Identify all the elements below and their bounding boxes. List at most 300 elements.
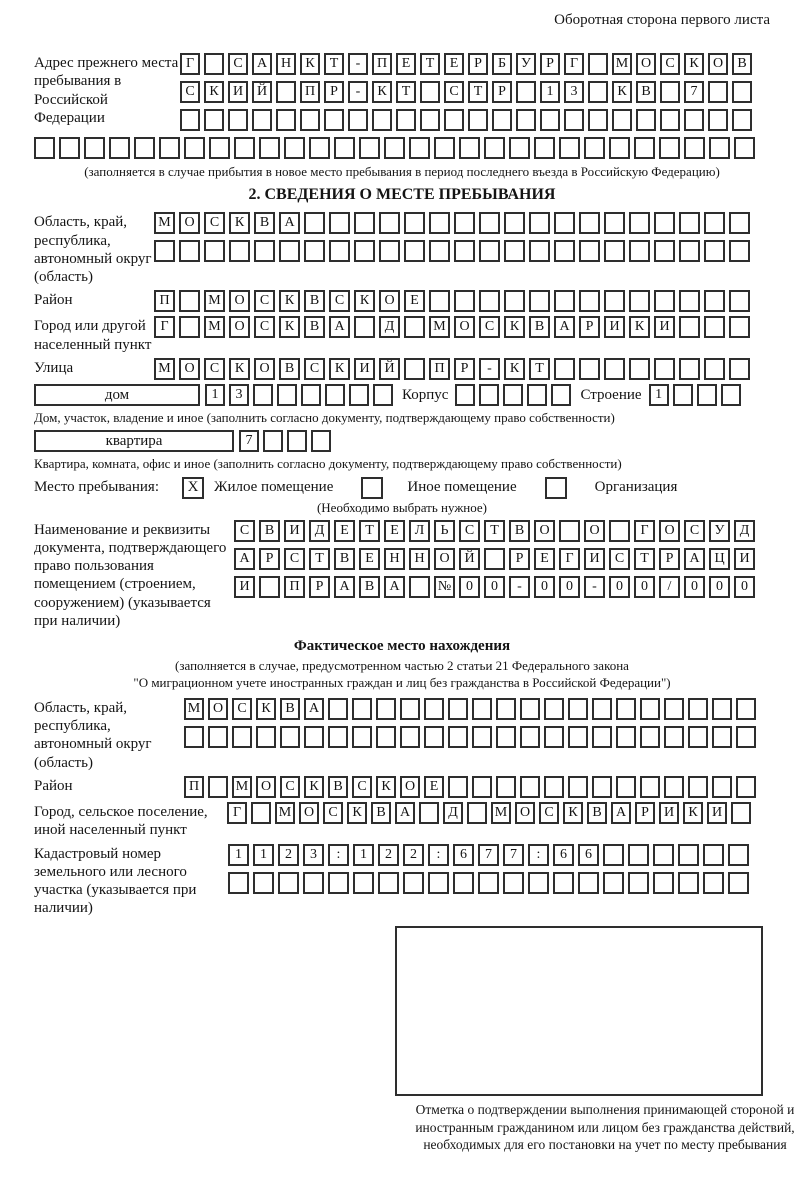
char-cell[interactable]: С bbox=[684, 520, 705, 542]
char-cell[interactable] bbox=[300, 109, 320, 131]
char-cell[interactable] bbox=[444, 109, 464, 131]
char-cell[interactable] bbox=[429, 212, 450, 234]
char-cell[interactable] bbox=[284, 137, 305, 159]
char-cell[interactable] bbox=[204, 109, 224, 131]
char-cell[interactable] bbox=[554, 212, 575, 234]
char-cell[interactable]: 7 bbox=[503, 844, 524, 866]
char-cell[interactable] bbox=[568, 726, 588, 748]
char-cell[interactable] bbox=[721, 384, 741, 406]
char-cell[interactable] bbox=[349, 384, 369, 406]
char-cell[interactable]: Р bbox=[259, 548, 280, 570]
char-cell[interactable] bbox=[731, 802, 751, 824]
char-cell[interactable]: С bbox=[539, 802, 559, 824]
char-cell[interactable]: О bbox=[256, 776, 276, 798]
char-cell[interactable]: - bbox=[509, 576, 530, 598]
char-cell[interactable] bbox=[329, 240, 350, 262]
char-cell[interactable] bbox=[472, 726, 492, 748]
char-cell[interactable]: С bbox=[204, 212, 225, 234]
char-cell[interactable]: С bbox=[329, 290, 350, 312]
char-cell[interactable]: Й bbox=[252, 81, 272, 103]
char-cell[interactable] bbox=[653, 844, 674, 866]
char-cell[interactable] bbox=[636, 109, 656, 131]
char-cell[interactable]: О bbox=[254, 358, 275, 380]
char-cell[interactable] bbox=[704, 316, 725, 338]
char-cell[interactable]: Д bbox=[379, 316, 400, 338]
char-cell[interactable] bbox=[529, 240, 550, 262]
char-cell[interactable]: М bbox=[204, 316, 225, 338]
char-cell[interactable] bbox=[454, 212, 475, 234]
char-cell[interactable] bbox=[492, 109, 512, 131]
char-cell[interactable]: А bbox=[234, 548, 255, 570]
char-cell[interactable] bbox=[529, 212, 550, 234]
char-cell[interactable] bbox=[311, 430, 331, 452]
char-cell[interactable] bbox=[679, 316, 700, 338]
char-cell[interactable]: К bbox=[504, 316, 525, 338]
char-cell[interactable] bbox=[660, 81, 680, 103]
char-cell[interactable]: В bbox=[279, 358, 300, 380]
char-cell[interactable] bbox=[688, 698, 708, 720]
char-cell[interactable]: О bbox=[400, 776, 420, 798]
char-cell[interactable] bbox=[504, 240, 525, 262]
char-cell[interactable] bbox=[679, 212, 700, 234]
char-cell[interactable]: 0 bbox=[534, 576, 555, 598]
char-cell[interactable] bbox=[59, 137, 80, 159]
char-cell[interactable] bbox=[429, 290, 450, 312]
char-cell[interactable] bbox=[472, 776, 492, 798]
char-cell[interactable] bbox=[579, 358, 600, 380]
char-cell[interactable] bbox=[134, 137, 155, 159]
char-cell[interactable]: 3 bbox=[303, 844, 324, 866]
char-cell[interactable] bbox=[629, 240, 650, 262]
char-cell[interactable]: 1 bbox=[253, 844, 274, 866]
char-cell[interactable] bbox=[688, 726, 708, 748]
char-cell[interactable] bbox=[584, 137, 605, 159]
char-cell[interactable]: О bbox=[379, 290, 400, 312]
checkbox-other-premises[interactable] bbox=[361, 477, 383, 499]
char-cell[interactable] bbox=[553, 872, 574, 894]
char-cell[interactable] bbox=[616, 776, 636, 798]
char-cell[interactable]: А bbox=[252, 53, 272, 75]
char-cell[interactable]: Ь bbox=[434, 520, 455, 542]
char-cell[interactable]: 6 bbox=[453, 844, 474, 866]
char-cell[interactable] bbox=[654, 240, 675, 262]
char-cell[interactable] bbox=[348, 109, 368, 131]
char-cell[interactable] bbox=[592, 776, 612, 798]
char-cell[interactable]: М bbox=[612, 53, 632, 75]
char-cell[interactable] bbox=[468, 109, 488, 131]
char-cell[interactable]: О bbox=[179, 212, 200, 234]
char-cell[interactable] bbox=[604, 212, 625, 234]
char-cell[interactable] bbox=[578, 872, 599, 894]
char-cell[interactable] bbox=[403, 872, 424, 894]
char-cell[interactable] bbox=[252, 109, 272, 131]
char-cell[interactable]: Д bbox=[443, 802, 463, 824]
char-cell[interactable]: Р bbox=[492, 81, 512, 103]
char-cell[interactable] bbox=[109, 137, 130, 159]
char-cell[interactable] bbox=[679, 240, 700, 262]
char-cell[interactable]: Г bbox=[559, 548, 580, 570]
char-cell[interactable] bbox=[640, 776, 660, 798]
char-cell[interactable] bbox=[603, 872, 624, 894]
char-cell[interactable] bbox=[184, 726, 204, 748]
char-cell[interactable]: 7 bbox=[684, 81, 704, 103]
char-cell[interactable]: О bbox=[708, 53, 728, 75]
char-cell[interactable]: 0 bbox=[459, 576, 480, 598]
char-cell[interactable]: И bbox=[228, 81, 248, 103]
char-cell[interactable]: К bbox=[279, 316, 300, 338]
char-cell[interactable]: И bbox=[604, 316, 625, 338]
char-cell[interactable] bbox=[679, 358, 700, 380]
char-cell[interactable] bbox=[455, 384, 475, 406]
char-cell[interactable] bbox=[232, 726, 252, 748]
char-cell[interactable]: 0 bbox=[559, 576, 580, 598]
char-cell[interactable]: Т bbox=[468, 81, 488, 103]
char-cell[interactable]: 7 bbox=[478, 844, 499, 866]
char-cell[interactable] bbox=[527, 384, 547, 406]
char-cell[interactable]: О bbox=[534, 520, 555, 542]
char-cell[interactable]: О bbox=[229, 316, 250, 338]
char-cell[interactable] bbox=[712, 726, 732, 748]
char-cell[interactable]: П bbox=[284, 576, 305, 598]
char-cell[interactable]: Р bbox=[635, 802, 655, 824]
char-cell[interactable] bbox=[208, 776, 228, 798]
char-cell[interactable] bbox=[732, 109, 752, 131]
char-cell[interactable]: М bbox=[204, 290, 225, 312]
char-cell[interactable]: : bbox=[328, 844, 349, 866]
char-cell[interactable] bbox=[328, 726, 348, 748]
char-cell[interactable] bbox=[588, 81, 608, 103]
char-cell[interactable]: Р bbox=[540, 53, 560, 75]
char-cell[interactable] bbox=[708, 109, 728, 131]
char-cell[interactable]: - bbox=[348, 81, 368, 103]
char-cell[interactable] bbox=[678, 844, 699, 866]
char-cell[interactable] bbox=[529, 290, 550, 312]
char-cell[interactable]: К bbox=[612, 81, 632, 103]
char-cell[interactable] bbox=[379, 212, 400, 234]
char-cell[interactable]: А bbox=[329, 316, 350, 338]
char-cell[interactable]: М bbox=[232, 776, 252, 798]
char-cell[interactable] bbox=[459, 137, 480, 159]
char-cell[interactable] bbox=[208, 726, 228, 748]
char-cell[interactable] bbox=[516, 109, 536, 131]
char-cell[interactable]: А bbox=[304, 698, 324, 720]
char-cell[interactable]: О bbox=[584, 520, 605, 542]
char-cell[interactable]: В bbox=[259, 520, 280, 542]
char-cell[interactable]: Р bbox=[324, 81, 344, 103]
char-cell[interactable]: С bbox=[204, 358, 225, 380]
char-cell[interactable]: С bbox=[323, 802, 343, 824]
char-cell[interactable] bbox=[629, 212, 650, 234]
char-cell[interactable] bbox=[540, 109, 560, 131]
char-cell[interactable] bbox=[588, 109, 608, 131]
char-cell[interactable] bbox=[429, 240, 450, 262]
char-cell[interactable] bbox=[409, 137, 430, 159]
char-cell[interactable] bbox=[373, 384, 393, 406]
char-cell[interactable]: Р bbox=[468, 53, 488, 75]
char-cell[interactable] bbox=[729, 358, 750, 380]
char-cell[interactable]: В bbox=[587, 802, 607, 824]
char-cell[interactable]: Р bbox=[659, 548, 680, 570]
char-cell[interactable]: 1 bbox=[353, 844, 374, 866]
char-cell[interactable]: В bbox=[371, 802, 391, 824]
char-cell[interactable]: О bbox=[515, 802, 535, 824]
char-cell[interactable] bbox=[484, 137, 505, 159]
char-cell[interactable]: Т bbox=[396, 81, 416, 103]
char-cell[interactable] bbox=[736, 776, 756, 798]
char-cell[interactable]: Е bbox=[359, 548, 380, 570]
char-cell[interactable]: 1 bbox=[540, 81, 560, 103]
char-cell[interactable] bbox=[359, 137, 380, 159]
char-cell[interactable] bbox=[479, 384, 499, 406]
char-cell[interactable] bbox=[404, 212, 425, 234]
char-cell[interactable]: Й bbox=[379, 358, 400, 380]
char-cell[interactable]: В bbox=[304, 290, 325, 312]
char-cell[interactable] bbox=[628, 872, 649, 894]
char-cell[interactable] bbox=[568, 698, 588, 720]
char-cell[interactable]: Р bbox=[454, 358, 475, 380]
char-cell[interactable] bbox=[434, 137, 455, 159]
char-cell[interactable] bbox=[251, 802, 271, 824]
char-cell[interactable]: Л bbox=[409, 520, 430, 542]
char-cell[interactable] bbox=[704, 240, 725, 262]
char-cell[interactable]: Р bbox=[579, 316, 600, 338]
char-cell[interactable] bbox=[664, 698, 684, 720]
char-cell[interactable] bbox=[420, 109, 440, 131]
char-cell[interactable] bbox=[559, 137, 580, 159]
char-cell[interactable] bbox=[688, 776, 708, 798]
char-cell[interactable]: К bbox=[629, 316, 650, 338]
char-cell[interactable] bbox=[568, 776, 588, 798]
char-cell[interactable]: В bbox=[334, 548, 355, 570]
char-cell[interactable]: Г bbox=[227, 802, 247, 824]
char-cell[interactable]: М bbox=[184, 698, 204, 720]
char-cell[interactable] bbox=[259, 576, 280, 598]
char-cell[interactable]: О bbox=[179, 358, 200, 380]
char-cell[interactable] bbox=[179, 240, 200, 262]
char-cell[interactable] bbox=[520, 726, 540, 748]
char-cell[interactable]: С bbox=[280, 776, 300, 798]
char-cell[interactable] bbox=[684, 137, 705, 159]
char-cell[interactable]: А bbox=[395, 802, 415, 824]
char-cell[interactable] bbox=[579, 212, 600, 234]
char-cell[interactable]: И bbox=[284, 520, 305, 542]
char-cell[interactable] bbox=[659, 137, 680, 159]
char-cell[interactable]: 7 bbox=[239, 430, 259, 452]
char-cell[interactable] bbox=[352, 726, 372, 748]
char-cell[interactable]: А bbox=[554, 316, 575, 338]
char-cell[interactable] bbox=[634, 137, 655, 159]
char-cell[interactable]: Е bbox=[396, 53, 416, 75]
char-cell[interactable] bbox=[503, 384, 523, 406]
char-cell[interactable]: С bbox=[479, 316, 500, 338]
char-cell[interactable]: 2 bbox=[278, 844, 299, 866]
char-cell[interactable] bbox=[234, 137, 255, 159]
char-cell[interactable] bbox=[448, 776, 468, 798]
char-cell[interactable] bbox=[228, 872, 249, 894]
char-cell[interactable]: И bbox=[654, 316, 675, 338]
char-cell[interactable] bbox=[253, 872, 274, 894]
char-cell[interactable] bbox=[428, 872, 449, 894]
char-cell[interactable]: / bbox=[659, 576, 680, 598]
char-cell[interactable] bbox=[544, 776, 564, 798]
char-cell[interactable]: С bbox=[609, 548, 630, 570]
char-cell[interactable] bbox=[376, 698, 396, 720]
char-cell[interactable]: К bbox=[204, 81, 224, 103]
char-cell[interactable] bbox=[551, 384, 571, 406]
char-cell[interactable]: К bbox=[229, 212, 250, 234]
char-cell[interactable] bbox=[729, 240, 750, 262]
char-cell[interactable] bbox=[496, 726, 516, 748]
char-cell[interactable] bbox=[728, 844, 749, 866]
char-cell[interactable]: С bbox=[352, 776, 372, 798]
char-cell[interactable] bbox=[256, 726, 276, 748]
checkbox-residential[interactable]: X bbox=[182, 477, 204, 499]
char-cell[interactable] bbox=[534, 137, 555, 159]
char-cell[interactable]: В bbox=[280, 698, 300, 720]
char-cell[interactable] bbox=[254, 240, 275, 262]
char-cell[interactable]: О bbox=[208, 698, 228, 720]
char-cell[interactable] bbox=[592, 726, 612, 748]
char-cell[interactable]: К bbox=[683, 802, 703, 824]
char-cell[interactable] bbox=[616, 726, 636, 748]
char-cell[interactable] bbox=[554, 290, 575, 312]
char-cell[interactable] bbox=[478, 872, 499, 894]
char-cell[interactable]: О bbox=[299, 802, 319, 824]
char-cell[interactable] bbox=[472, 698, 492, 720]
char-cell[interactable] bbox=[204, 240, 225, 262]
char-cell[interactable]: О bbox=[659, 520, 680, 542]
char-cell[interactable] bbox=[609, 137, 630, 159]
char-cell[interactable]: П bbox=[300, 81, 320, 103]
char-cell[interactable] bbox=[516, 81, 536, 103]
char-cell[interactable] bbox=[209, 137, 230, 159]
char-cell[interactable]: 6 bbox=[553, 844, 574, 866]
char-cell[interactable] bbox=[708, 81, 728, 103]
char-cell[interactable]: С bbox=[459, 520, 480, 542]
char-cell[interactable]: М bbox=[491, 802, 511, 824]
char-cell[interactable]: Д bbox=[309, 520, 330, 542]
char-cell[interactable] bbox=[660, 109, 680, 131]
char-cell[interactable]: Р bbox=[309, 576, 330, 598]
char-cell[interactable]: С bbox=[254, 316, 275, 338]
char-cell[interactable] bbox=[303, 872, 324, 894]
char-cell[interactable] bbox=[678, 872, 699, 894]
char-cell[interactable]: Г bbox=[154, 316, 175, 338]
char-cell[interactable]: 0 bbox=[709, 576, 730, 598]
char-cell[interactable]: К bbox=[504, 358, 525, 380]
char-cell[interactable]: Е bbox=[444, 53, 464, 75]
char-cell[interactable]: И bbox=[734, 548, 755, 570]
char-cell[interactable] bbox=[328, 872, 349, 894]
char-cell[interactable]: П bbox=[184, 776, 204, 798]
char-cell[interactable] bbox=[353, 872, 374, 894]
char-cell[interactable]: И bbox=[234, 576, 255, 598]
char-cell[interactable] bbox=[628, 844, 649, 866]
char-cell[interactable] bbox=[509, 137, 530, 159]
char-cell[interactable]: А bbox=[334, 576, 355, 598]
char-cell[interactable] bbox=[654, 358, 675, 380]
char-cell[interactable] bbox=[544, 726, 564, 748]
char-cell[interactable] bbox=[520, 776, 540, 798]
char-cell[interactable]: К bbox=[354, 290, 375, 312]
char-cell[interactable] bbox=[154, 240, 175, 262]
char-cell[interactable]: : bbox=[528, 844, 549, 866]
char-cell[interactable] bbox=[684, 109, 704, 131]
char-cell[interactable] bbox=[496, 776, 516, 798]
char-cell[interactable] bbox=[329, 212, 350, 234]
char-cell[interactable] bbox=[704, 212, 725, 234]
char-cell[interactable] bbox=[354, 316, 375, 338]
char-cell[interactable]: Н bbox=[276, 53, 296, 75]
char-cell[interactable] bbox=[479, 290, 500, 312]
char-cell[interactable] bbox=[384, 137, 405, 159]
char-cell[interactable]: № bbox=[434, 576, 455, 598]
char-cell[interactable] bbox=[304, 726, 324, 748]
char-cell[interactable]: : bbox=[428, 844, 449, 866]
char-cell[interactable] bbox=[592, 698, 612, 720]
char-cell[interactable]: У bbox=[709, 520, 730, 542]
char-cell[interactable] bbox=[629, 358, 650, 380]
char-cell[interactable] bbox=[409, 576, 430, 598]
char-cell[interactable]: 2 bbox=[378, 844, 399, 866]
char-cell[interactable]: А bbox=[279, 212, 300, 234]
char-cell[interactable] bbox=[354, 240, 375, 262]
char-cell[interactable] bbox=[729, 212, 750, 234]
char-cell[interactable] bbox=[179, 290, 200, 312]
char-cell[interactable] bbox=[504, 212, 525, 234]
char-cell[interactable]: Е bbox=[534, 548, 555, 570]
char-cell[interactable]: К bbox=[229, 358, 250, 380]
char-cell[interactable] bbox=[679, 290, 700, 312]
char-cell[interactable] bbox=[424, 698, 444, 720]
char-cell[interactable] bbox=[301, 384, 321, 406]
char-cell[interactable] bbox=[372, 109, 392, 131]
char-cell[interactable] bbox=[276, 109, 296, 131]
char-cell[interactable]: Й bbox=[459, 548, 480, 570]
char-cell[interactable]: 3 bbox=[229, 384, 249, 406]
char-cell[interactable]: В bbox=[636, 81, 656, 103]
char-cell[interactable] bbox=[732, 81, 752, 103]
char-cell[interactable]: Т bbox=[529, 358, 550, 380]
char-cell[interactable]: Т bbox=[484, 520, 505, 542]
char-cell[interactable] bbox=[729, 316, 750, 338]
char-cell[interactable] bbox=[419, 802, 439, 824]
char-cell[interactable] bbox=[334, 137, 355, 159]
char-cell[interactable]: Т bbox=[309, 548, 330, 570]
char-cell[interactable] bbox=[528, 872, 549, 894]
char-cell[interactable]: П bbox=[429, 358, 450, 380]
char-cell[interactable] bbox=[544, 698, 564, 720]
char-cell[interactable] bbox=[454, 240, 475, 262]
char-cell[interactable] bbox=[520, 698, 540, 720]
char-cell[interactable] bbox=[204, 53, 224, 75]
char-cell[interactable]: М bbox=[154, 212, 175, 234]
char-cell[interactable]: Т bbox=[359, 520, 380, 542]
char-cell[interactable] bbox=[378, 872, 399, 894]
char-cell[interactable]: Д bbox=[734, 520, 755, 542]
char-cell[interactable] bbox=[424, 726, 444, 748]
char-cell[interactable] bbox=[34, 137, 55, 159]
char-cell[interactable]: И bbox=[707, 802, 727, 824]
char-cell[interactable] bbox=[729, 290, 750, 312]
char-cell[interactable] bbox=[404, 240, 425, 262]
char-cell[interactable]: О bbox=[454, 316, 475, 338]
char-cell[interactable]: 1 bbox=[205, 384, 225, 406]
char-cell[interactable]: В bbox=[328, 776, 348, 798]
char-cell[interactable]: 0 bbox=[734, 576, 755, 598]
char-cell[interactable] bbox=[640, 698, 660, 720]
char-cell[interactable]: С bbox=[304, 358, 325, 380]
